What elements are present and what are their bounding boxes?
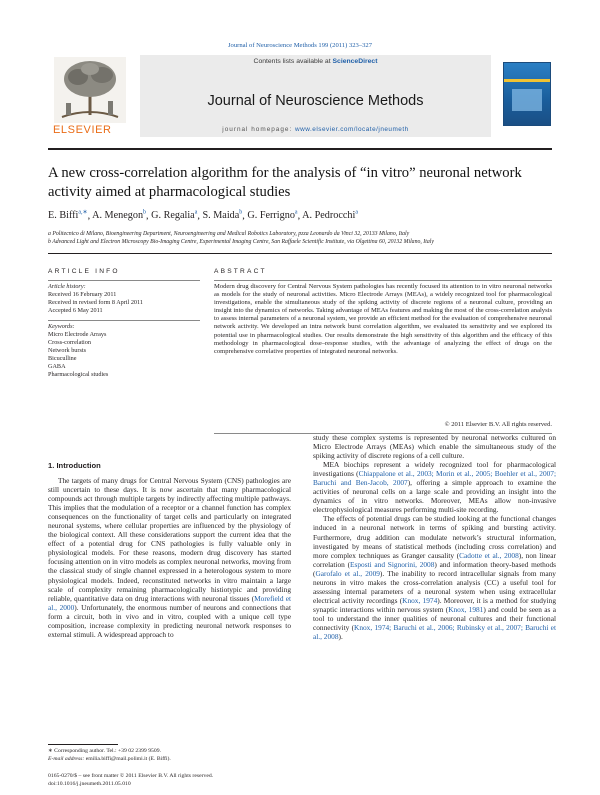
author[interactable]: A. Menegon$^b$	[92, 210, 147, 222]
author[interactable]: S. Maida$^b$	[202, 210, 243, 222]
abstract-text: Modern drug discovery for Central Nervous System pathologies has recently focused its attention to in vitro neuronal networks as models for the study of neuronal activities. Micro Electrode Arrays (MEAs), a widely recognized tool for pharmacological investigations, enable the simultaneous study of the spiking activity of discrete regions of a neuronal culture, providing an insight into the dynamics of networks. Taking advantage of MEAs features and making the most of the cross-correlation analysis to assess internal parameters of a neuronal system, we provide an efficient method for the evaluation of comprehensive neuronal network activity. We developed an intra network burst correlation algorithm, we evaluated its sensitivity and we explored its potential use in pharmacological studies. Our results demonstrate the high sensitivity of this algorithm and the efficacy of this methodology in pharmacological dose–response studies, with the advantage of analyzing the effect of drugs on the comprehensive correlative properties of integrated neuronal networks.	[214, 283, 552, 355]
journal-citation[interactable]: Journal of Neuroscience Methods 199 (2011) 323–327	[227, 42, 373, 49]
keywords-label: Keywords:	[48, 323, 75, 330]
citation-link[interactable]: Knox, 1974; Baruchi et al., 2006; Rubinsky et al., 2007; Baruchi et al., 2008	[313, 622, 556, 642]
keyword-item: Pharmacological studies	[48, 371, 109, 378]
journal-name: Journal of Neuroscience Methods	[207, 93, 424, 109]
author[interactable]: G. Regalia$^a$	[151, 210, 198, 222]
citation-link[interactable]: Cadotte et al., 2008	[459, 550, 519, 560]
author[interactable]: E. Biffi$^{a,∗}$	[48, 210, 88, 222]
paragraph-text: ), non linear correlation (	[313, 550, 556, 569]
affiliation-a: a Politecnico di Milano, Bioengineering Department, Neuroengineering and Medical Robotics Laboratory, pzza Leonardo da Vinci 32, 20133 Milano, Italy	[48, 231, 410, 237]
paragraph-text: ). Unfortunately, the enormous number of neurons and connections that form a circuit, both in vivo and in vitro, coupled with a unique cell type composition, increase complexity in predicting neuronal network responses to external stimuli. A widespread approach to	[48, 602, 291, 639]
keyword-item: Network bursts	[48, 347, 86, 354]
paragraph-text: ). The inability to record intracellular signals from many neurons in vitro makes the cross-correlation analysis (CC) a useful tool for assessing internal parameters of a neuronal system when using extracellular electrical activity recordings (	[313, 568, 556, 605]
journal-cover-thumbnail	[503, 62, 551, 126]
footnote-divider	[48, 744, 118, 745]
citation-link[interactable]: Garofalo et al., 2009	[315, 568, 380, 578]
contents-line	[140, 58, 491, 65]
paragraph-text: study these complex systems is represented by neuronal networks cultured on Micro Electrode Arrays (MEAs) which enable the simultaneous study of the spiking activity of discrete regions of a cell culture.	[313, 433, 556, 461]
author[interactable]: G. Ferrigno$^a$	[247, 210, 298, 222]
corresponding-author-footnote	[48, 748, 291, 763]
paragraph-text: MEA biochips represent a widely recognized tool for pharmacological investigations (	[313, 460, 556, 479]
paragraph-text: ) and information theory-based methods (	[313, 559, 556, 578]
body-paragraph	[313, 460, 556, 514]
body-paragraph	[313, 514, 556, 641]
affiliation-b: b Advanced Light and Electron Microscopy Bio-Imaging Centre, Experimental Imaging Centre, San Raffaele Scientific Institute, via Olgettina 60, 20132 Milano, Italy	[48, 239, 434, 245]
article-meta-footer	[48, 773, 348, 788]
body-column-left	[48, 476, 291, 639]
paragraph-text: ), offering a simple approach to examine the activities of neuronal cells on a large scale and providing an insight into the dynamics of in vitro networks. Moreover, MEAs allow non-invasive electrophysiological measures performing multi-site recording.	[313, 478, 556, 515]
contents-prefix: Contents lists available at	[253, 58, 333, 65]
abstract-divider	[214, 280, 552, 281]
author[interactable]: A. Pedrocchi$^a$	[302, 210, 358, 222]
history-received: Received 16 February 2011	[48, 291, 117, 298]
author-email-line	[48, 756, 291, 764]
doi-line[interactable]: doi:10.1016/j.jneumeth.2011.05.010	[48, 780, 131, 787]
citation-link[interactable]: Knox, 1974	[402, 595, 438, 605]
citation-link[interactable]: Morefield et al., 2000	[48, 593, 291, 612]
author-email[interactable]: emilia.biffi@mail.polimi.it (E. Biffi).	[85, 755, 171, 762]
corresponding-author: ∗ Corresponding author. Tel.: +39 02 2399 9509.	[48, 748, 161, 754]
keyword-item: Cross-correlation	[48, 339, 91, 346]
publisher-wordmark: ELSEVIER	[53, 124, 112, 136]
article-title: A new cross-correlation algorithm for the analysis of “in vitro” neuronal network activity aimed at pharmacological studies	[48, 165, 522, 200]
homepage-prefix: journal homepage:	[222, 126, 296, 133]
abstract-copyright: © 2011 Elsevier B.V. All rights reserved.	[444, 421, 552, 428]
article-history	[48, 283, 200, 315]
section-heading-introduction: 1. Introduction	[48, 461, 101, 470]
history-revised: Received in revised form 8 April 2011	[48, 299, 143, 306]
citation-link[interactable]: Knox, 1981	[448, 604, 484, 614]
header-divider	[48, 148, 552, 150]
affiliation-divider	[48, 253, 552, 254]
homepage-link[interactable]: www.elsevier.com/locate/jneumeth	[295, 126, 409, 133]
keyword-item: GABA	[48, 363, 66, 370]
article-info-divider	[48, 280, 200, 281]
keywords-divider	[48, 320, 200, 321]
paragraph-text: ) and could be seen as a tool to understand the inner qualities of neuronal cultures and their functional connectivity (	[313, 604, 556, 632]
citation-link[interactable]: Esposti and Signorini, 2008	[350, 559, 435, 569]
issn-line: 0165-0270/$ – see front matter © 2011 Elsevier B.V. All rights reserved.	[48, 773, 214, 779]
body-column-right	[313, 433, 556, 641]
email-label: E-mail address:	[48, 755, 85, 762]
keyword-item: Bicuculline	[48, 355, 77, 362]
paragraph-text: The effects of potential drugs can be studied looking at the functional changes induced in a neuronal network in terms of spiking and bursting activity. Furthermore, drug addition can modulate network’s structural information, investigated by means of statistical methods (including cross correlation) and more complex techniques as Granger causality (	[313, 514, 556, 560]
sciencedirect-link[interactable]: ScienceDirect	[332, 58, 378, 65]
article-info-heading: ARTICLE INFO	[48, 268, 120, 275]
paragraph-text: ).	[338, 632, 343, 642]
keywords	[48, 323, 200, 379]
paragraph-text: ). Moreover, it is a method for studying synaptic interactions within nervous system (	[313, 595, 556, 614]
citation-link[interactable]: Chiappalone et al., 2003; Morin et al., 2005; Boehler et al., 2007; Baruchi and Ben-Jacob, 2007	[313, 469, 556, 488]
body-paragraph	[313, 433, 556, 460]
author-list: E. Biffi$^{a,∗}$, A. Menegon$^b$, G. Regalia$^a$, S. Maida$^b$, G. Ferrigno$^a$, A. Pedrocchi$^a$	[48, 210, 358, 222]
journal-header	[48, 52, 552, 140]
paragraph-text: The targets of many drugs for Central Nervous System (CNS) pathologies are still uncertain to these days. It is now ascertain that many pharmacological compounds act through multiple targets by indirectly affecting multiple pathways. This implies that the modulation of a receptor or a channel function has complex consequences on the functionality of target cells and particularly on integrated neuronal systems, where cellular properties are influenced by the physiology of the biological context. All these considerations support the current idea that the effect of a potential drug for CNS pathologies is fully valuable only in physiological models. For these reasons, modern drug discovery has started focusing attention on in vitro models as complex neuronal networks, moving from the classical study of single channel expressed in a heterologous system to more physiological models. Indeed, reconstituted networks in vitro maintain a large scale of complexity remaining pharmacologically histiotypic and providing reliable, quantitative data on drug interactions with neuronal tissues (	[48, 476, 291, 603]
keyword-item: Micro Electrode Arrays	[48, 331, 107, 338]
history-accepted: Accepted 6 May 2011	[48, 307, 103, 314]
journal-masthead	[140, 55, 491, 137]
body-paragraph	[48, 476, 291, 639]
journal-homepage	[140, 126, 491, 133]
abstract-heading: ABSTRACT	[214, 268, 267, 275]
history-label: Article history:	[48, 283, 86, 290]
